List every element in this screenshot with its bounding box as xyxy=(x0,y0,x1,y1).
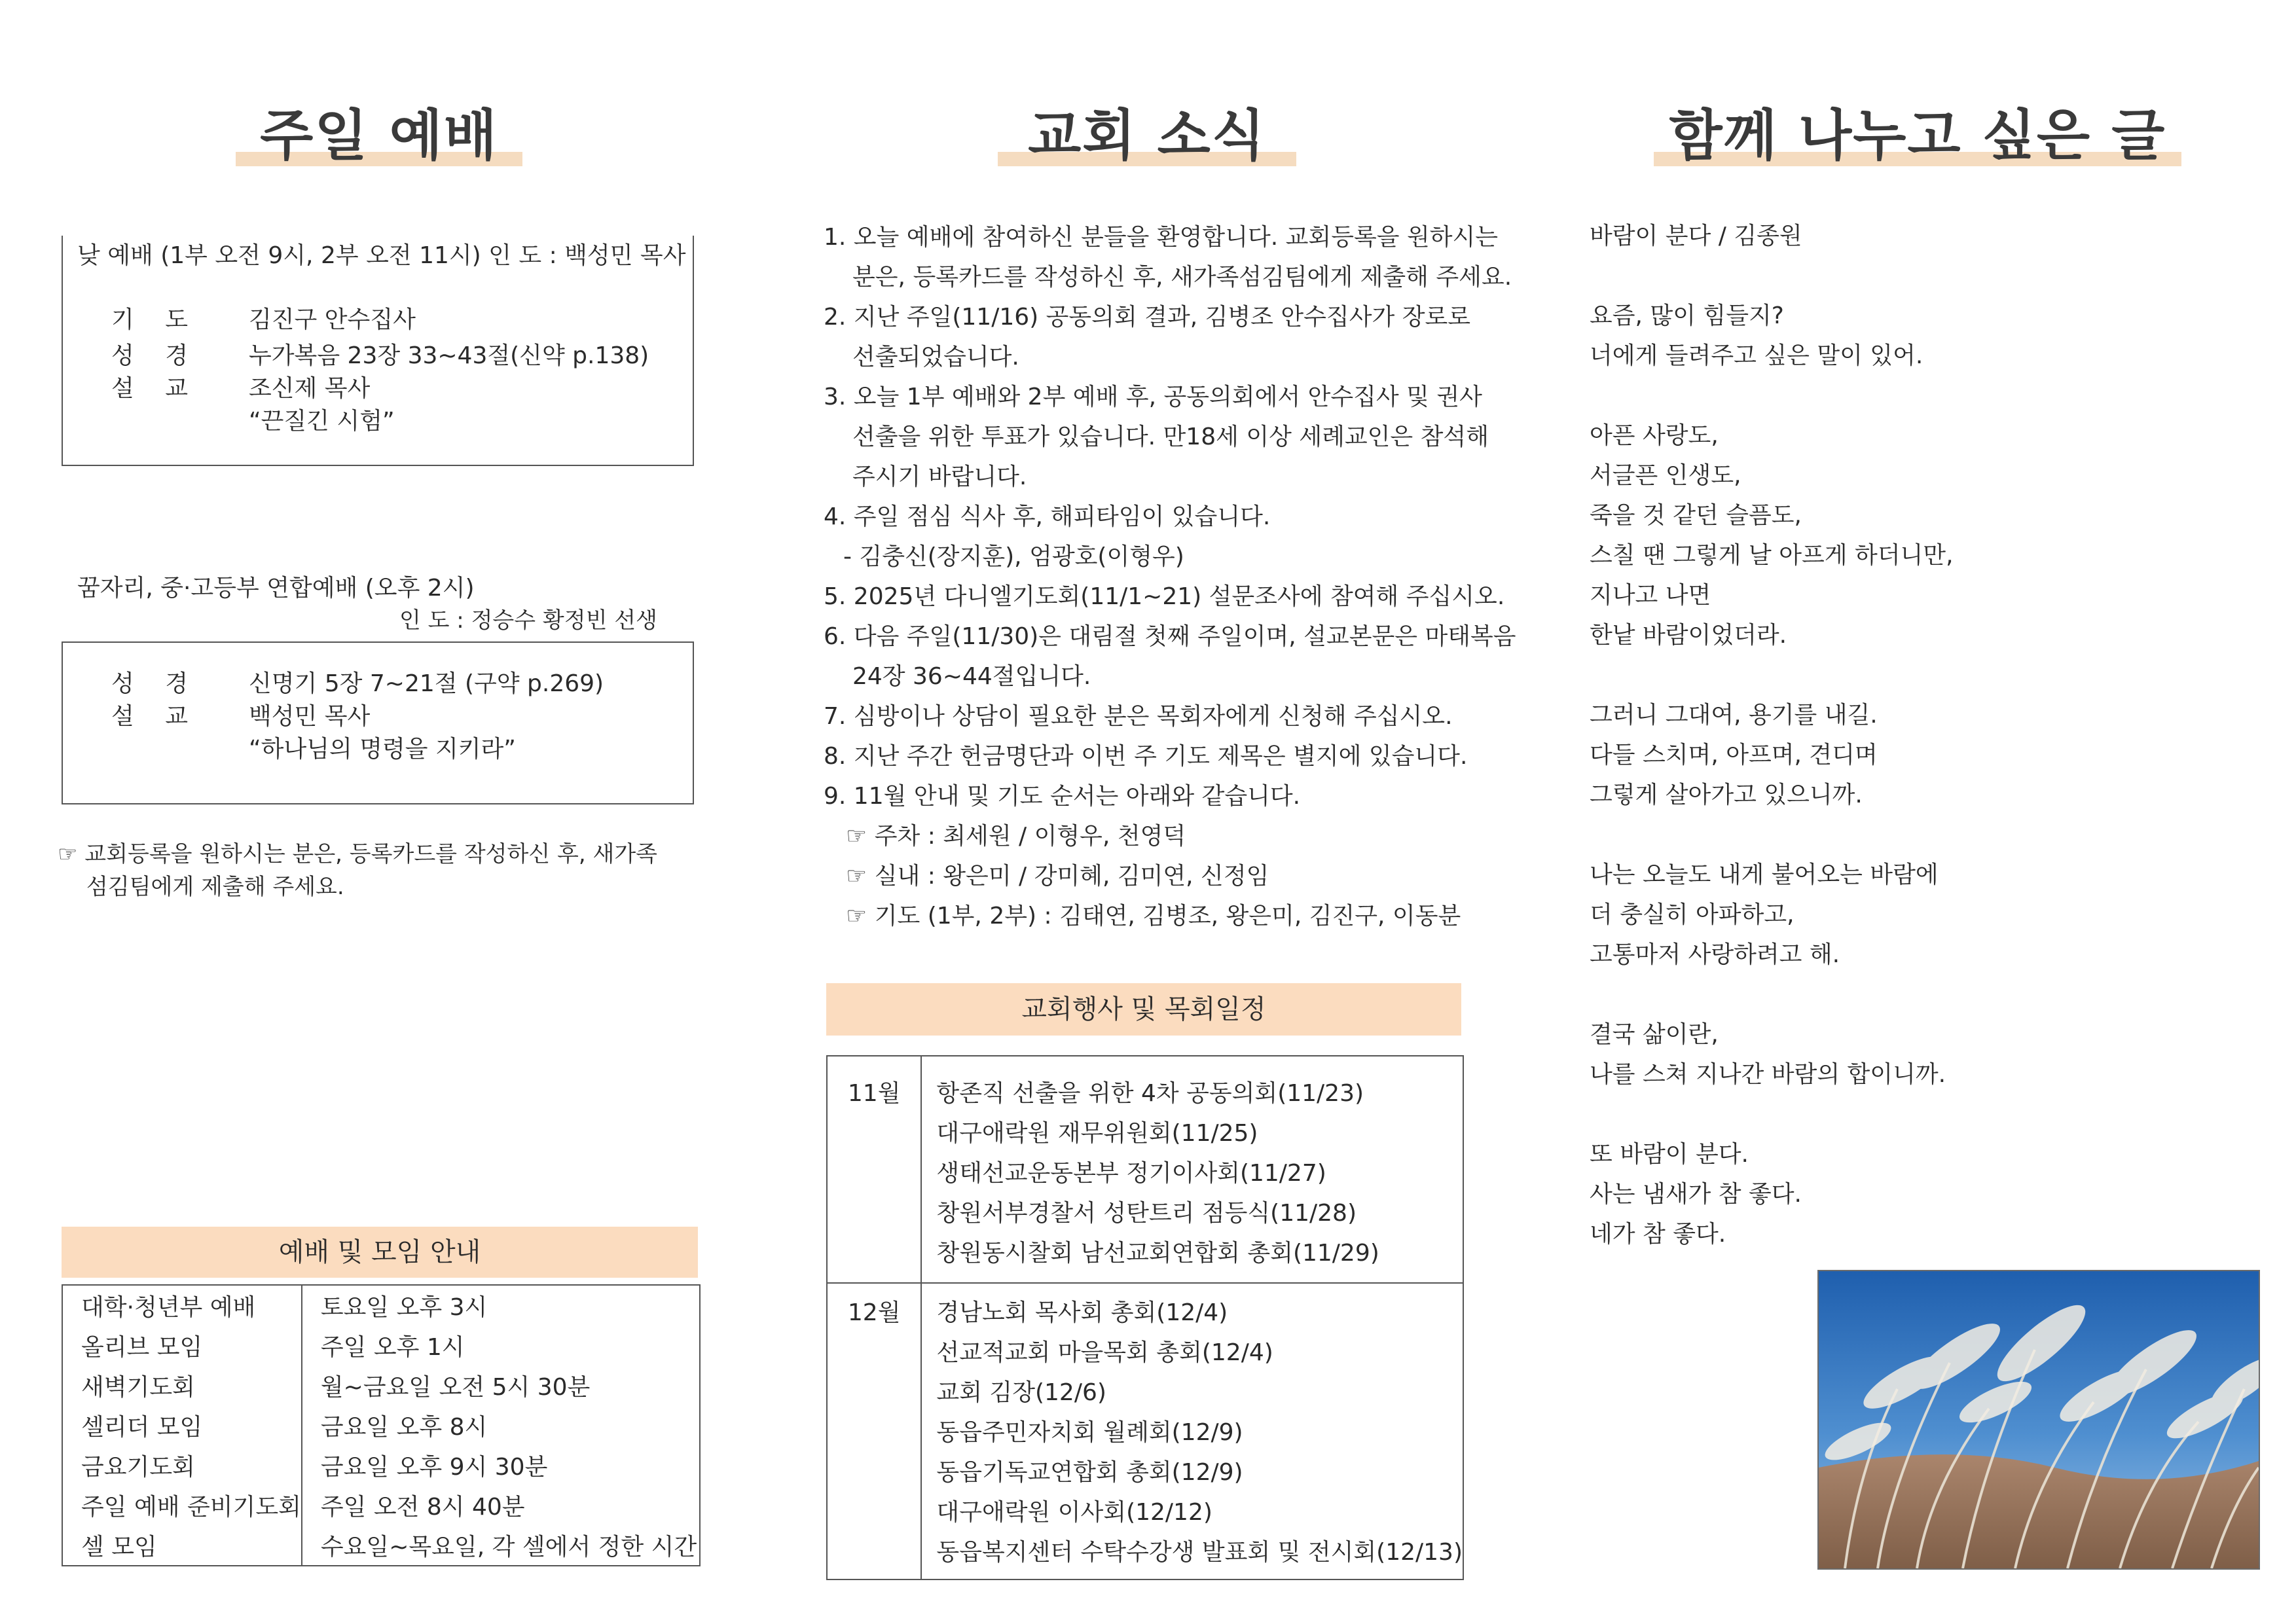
news-item: 9. 11월 안내 및 기도 순서는 아래와 같습니다. xyxy=(824,783,1301,810)
worship-heading: 주일 예배 xyxy=(260,103,498,168)
news-heading: 교회 소식 xyxy=(1028,103,1266,168)
prayer-row: 기 도 김진구 안수집사 xyxy=(111,306,416,333)
news-item: 4. 주일 점심 식사 후, 해피타임이 있습니다. - 김충신(장지훈), 엄광호(이형우) xyxy=(824,503,1271,570)
news-item: 5. 2025년 다니엘기도회(11/1~21) 설문조사에 참여해 주십시오. xyxy=(824,583,1505,610)
duty-indoor: ☞ 실내 : 왕은미 / 강미혜, 김미연, 신정임 xyxy=(846,863,1269,890)
news-item: 3. 오늘 1부 예배와 2부 예배 후, 공동의회에서 안수집사 및 권사 선출을 위한 투표가 있습니다. 만18세 이상 세례교인은 참석해 주시기 바랍니다. xyxy=(824,384,1489,490)
duty-prayer: ☞ 기도 (1부, 2부) : 김태연, 김병조, 왕은미, 김진구, 이동분 xyxy=(846,903,1461,929)
scripture-row: 성 경 누가복음 23장 33~43절(신약 p.138) xyxy=(111,342,649,369)
sermon-title: “끈질긴 시험” xyxy=(249,408,395,435)
youth-scripture-row: 성 경 신명기 5장 7~21절 (구약 p.269) xyxy=(111,670,604,697)
meetings-title: 예배 및 모임 안내 xyxy=(62,1227,698,1278)
news-item: 6. 다음 주일(11/30)은 대림절 첫째 주일이며, 설교본문은 마태복음 24장 36~44절입니다. xyxy=(824,623,1516,690)
meeting-row: 셀 모임 수요일~목요일, 각 셀에서 정한 시간 xyxy=(62,1525,700,1566)
meeting-row: 셀리더 모임 금요일 오후 8시 xyxy=(62,1405,700,1445)
youth-service-details xyxy=(111,668,604,766)
schedule-month-row xyxy=(827,1056,1463,1283)
news-list xyxy=(824,217,1516,936)
schedule-table xyxy=(826,1055,1464,1580)
youth-sermon-title: “하나님의 명령을 지키라” xyxy=(249,736,516,763)
schedule-month: 11월 xyxy=(827,1056,921,1283)
schedule-month-row xyxy=(827,1283,1463,1579)
youth-service-leader: 인 도 : 정승수 황정빈 선생 xyxy=(399,607,657,634)
poem-title: 바람이 분다 / 김종원 xyxy=(1590,223,1802,249)
duty-parking: ☞ 주차 : 최세원 / 이형우, 천영덕 xyxy=(846,823,1186,850)
sermon-row: 설 교 조신제 목사 xyxy=(111,375,371,402)
registration-note-line1: ☞ 교회등록을 원하시는 분은, 등록카드를 작성하신 후, 새가족 xyxy=(58,841,658,867)
meetings-table xyxy=(62,1284,701,1566)
schedule-events: 경남노회 목사회 총회(12/4) 선교적교회 마을목회 총회(12/4) 교회 김장(12/6) 동읍주민자치회 월례회(12/9) 동읍기독교연합회 총회(12/9) 대구애락원 이사회(12/12) 동읍복지센터 수탁수강생 발표회 및 전시회(12/13) xyxy=(936,1299,1463,1566)
schedule-events: 항존직 선출을 위한 4차 공동의회(11/23) 대구애락원 재무위원회(11/25) 생태선교운동본부 정기이사회(11/27) 창원서부경찰서 성탄트리 점등식(11/28) 창원동시찰회 남선교회연합회 총회(11/29) xyxy=(921,1056,1463,1283)
essay-heading: 함께 나누고 싶은 글 xyxy=(1669,103,2166,168)
meeting-row: 주일 예배 준비기도회 주일 오전 8시 40분 xyxy=(62,1485,700,1525)
photo-image xyxy=(1819,1271,2259,1568)
news-item: 2. 지난 주일(11/16) 공동의회 결과, 김병조 안수집사가 장로로 선출되었습니다. xyxy=(824,304,1471,370)
meeting-row: 올리브 모임 주일 오후 1시 xyxy=(62,1326,700,1365)
meeting-row: 대학·청년부 예배 토요일 오후 3시 xyxy=(62,1285,700,1326)
day-service-details xyxy=(111,300,649,438)
youth-service-title: 꿈자리, 중·고등부 연합예배 (오후 2시) xyxy=(77,575,475,602)
news-item: 8. 지난 주간 헌금명단과 이번 주 기도 제목은 별지에 있습니다. xyxy=(824,743,1468,770)
news-item: 1. 오늘 예배에 참여하신 분들을 환영합니다. 교회등록을 원하시는 분은, 등록카드를 작성하신 후, 새가족섬김팀에게 제출해 주세요. xyxy=(824,224,1512,291)
day-service-title: 낮 예배 (1부 오전 9시, 2부 오전 11시) 인 도 : 백성민 목사 xyxy=(77,242,686,269)
essay-poem: 바람이 분다 / 김종원 요즘, 많이 힘들지? 너에게 들려주고 싶은 말이 있어. 아픈 사랑도, 서글픈 인생도, 죽을 것 같던 슬픔도, 스칠 땐 그렇게 날 아프게 하더니만, 지나고 나면 한낱 바람이었더라. 그러니 그대여, 용기를 내길. 다들 스치며, 아프며, 견디며 그렇게 살아가고 있으니까. 나는 오늘도 내게 불어오는 바람에 더 충실히 아파하고, 고통마저 사랑하려고 해. 결국 삶이란, 나를 스쳐 지나간 바람의 합이니까. 또 바람이 분다. 사는 냄새가 참 좋다. 네가 참 좋다. xyxy=(1590,216,2179,1254)
schedule-month: 12월 xyxy=(827,1283,921,1579)
registration-note-line2: 섬김팀에게 제출해 주세요. xyxy=(86,874,344,900)
meeting-row: 금요기도회 금요일 오후 9시 30분 xyxy=(62,1445,700,1485)
silver-grass-photo xyxy=(1817,1270,2260,1570)
meeting-row: 새벽기도회 월~금요일 오전 5시 30분 xyxy=(62,1365,700,1405)
schedule-title: 교회행사 및 목회일정 xyxy=(826,983,1461,1036)
news-item: 7. 심방이나 상담이 필요한 분은 목회자에게 신청해 주십시오. xyxy=(824,703,1453,730)
youth-sermon-row: 설 교 백성민 목사 xyxy=(111,703,371,730)
